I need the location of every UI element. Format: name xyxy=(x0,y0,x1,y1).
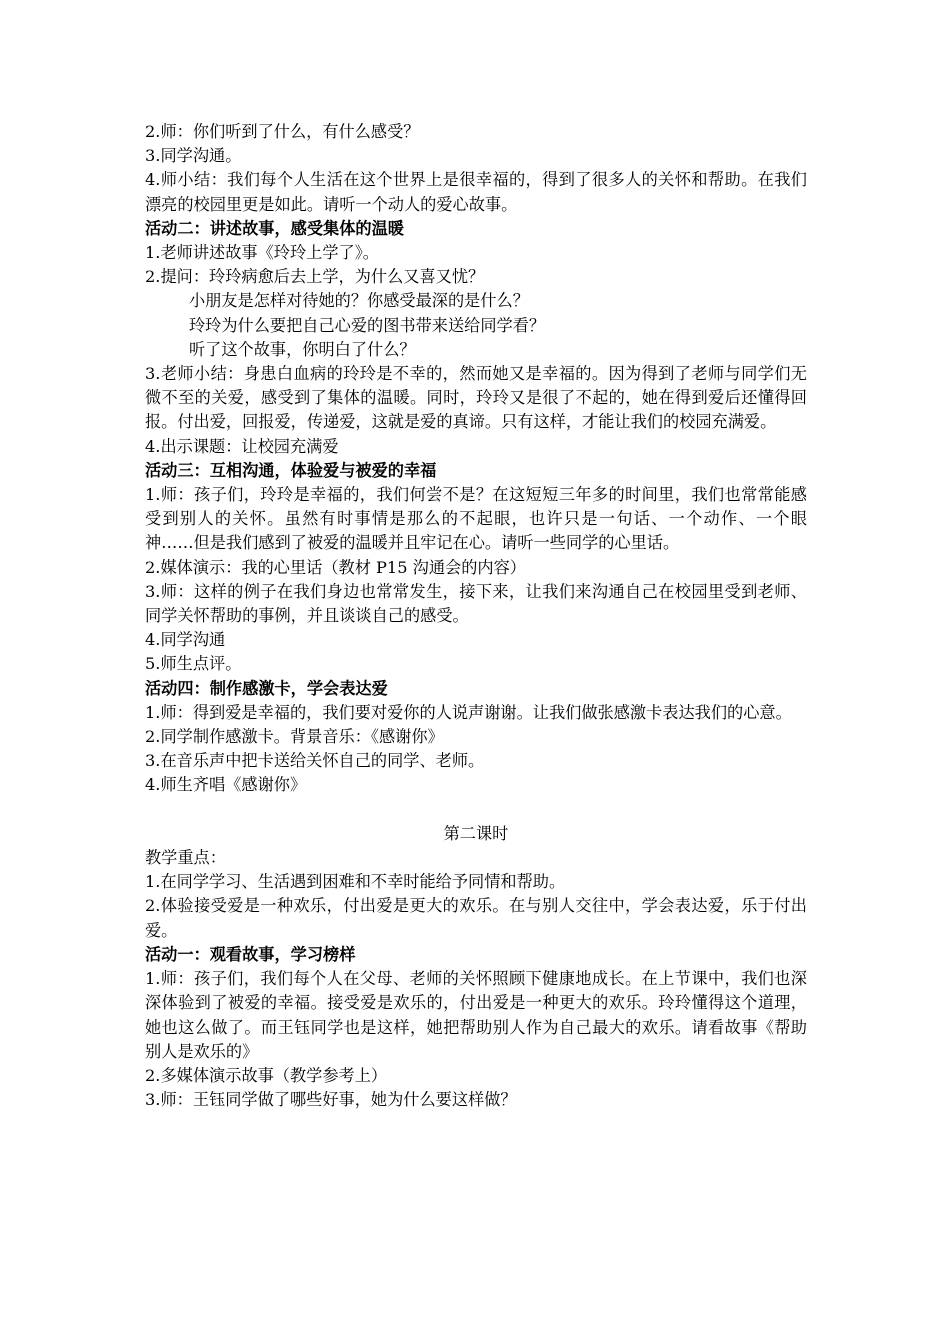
text-line: 3.师：这样的例子在我们身边也常常发生，接下来，让我们来沟通自己在校园里受到老师、同学关怀帮助的事例，并且谈谈自己的感受。 xyxy=(145,581,807,626)
text-line: 2.多媒体演示故事（教学参考上） xyxy=(145,1065,388,1085)
text-line: 1.在同学学习、生活遇到困难和不幸时能给予同情和帮助。 xyxy=(145,872,566,892)
text-line: 2.师：你们听到了什么，有什么感受？ xyxy=(145,122,420,141)
section-heading: 活动一：观看故事，学习榜样 xyxy=(145,944,356,964)
section-heading: 活动三：互相沟通，体验爱与被爱的幸福 xyxy=(145,460,437,480)
blank-line xyxy=(145,798,807,822)
text-line: 2.同学制作感激卡。背景音乐：《感谢你》 xyxy=(145,727,444,747)
text-line: 1.师：得到爱是幸福的，我们要对爱你的人说声谢谢。让我们做张感激卡表达我们的心意。 xyxy=(145,702,792,722)
indented-question: 玲玲为什么要把自己心爱的图书带来送给同学看？ xyxy=(189,315,546,335)
text-line: 1.师：孩子们，我们每个人在父母、老师的关怀照顾下健康地成长。在上节课中，我们也深深体验到了被爱的幸福。接受爱是欢乐的，付出爱是一种更大的欢乐。玲玲懂得这个道理，她也这么做了。而王钰同学也是这样，她把帮助别人作为自己最大的欢乐。请看故事《帮助别人是欢乐的》 xyxy=(145,969,807,1061)
indented-question: 小朋友是怎样对待她的？你感受最深的是什么？ xyxy=(189,291,529,311)
text-line: 教学重点： xyxy=(145,848,226,868)
text-line: 1.师：孩子们，玲玲是幸福的，我们何尝不是？在这短短三年多的时间里，我们也常常能感受到别人的关怀。虽然有时事情是那么的不起眼，也许只是一句话、一个动作、一个眼神……但是我们感到了被爱的温暖并且牢记在心。请听一些同学的心里话。 xyxy=(145,485,807,553)
lesson-title: 第二课时 xyxy=(443,823,509,843)
text-line: 4.出示课题：让校园充满爱 xyxy=(145,436,339,456)
text-line: 2.媒体演示：我的心里话（教材 P15 沟通会的内容） xyxy=(145,557,526,577)
text-line: 2.体验接受爱是一种欢乐，付出爱是更大的欢乐。在与别人交往中，学会表达爱，乐于付出爱。 xyxy=(145,896,807,940)
text-line: 4.师小结：我们每个人生活在这个世界上是很幸福的，得到了很多人的关怀和帮助。在我们漂亮的校园里更是如此。请听一个动人的爱心故事。 xyxy=(145,170,807,214)
section-heading: 活动二：讲述故事，感受集体的温暖 xyxy=(145,218,404,238)
text-line: 3.同学沟通。 xyxy=(145,146,242,166)
text-line: 4.同学沟通 xyxy=(145,630,226,650)
lesson-plan-text xyxy=(145,120,807,1112)
text-line: 2.提问：玲玲病愈后去上学，为什么又喜又忧？ xyxy=(145,267,485,287)
indented-question: 听了这个故事，你明白了什么？ xyxy=(189,339,416,359)
text-line: 5.师生点评。 xyxy=(145,654,242,674)
text-line: 3.老师小结：身患白血病的玲玲是不幸的，然而她又是幸福的。因为得到了老师与同学们无微不至的关爱，感受到了集体的温暖。同时，玲玲又是很了不起的，她在得到爱后还懂得回报。付出爱，回报爱，传递爱，这就是爱的真谛。只有这样，才能让我们的校园充满爱。 xyxy=(145,364,807,432)
text-line: 3.师：王钰同学做了哪些好事，她为什么要这样做？ xyxy=(145,1090,517,1110)
section-heading: 活动四：制作感激卡，学会表达爱 xyxy=(145,678,388,698)
text-line: 4.师生齐唱《感谢你》 xyxy=(145,775,307,795)
text-line: 1.老师讲述故事《玲玲上学了》。 xyxy=(145,243,379,263)
text-line: 3.在音乐声中把卡送给关怀自己的同学、老师。 xyxy=(145,751,485,771)
